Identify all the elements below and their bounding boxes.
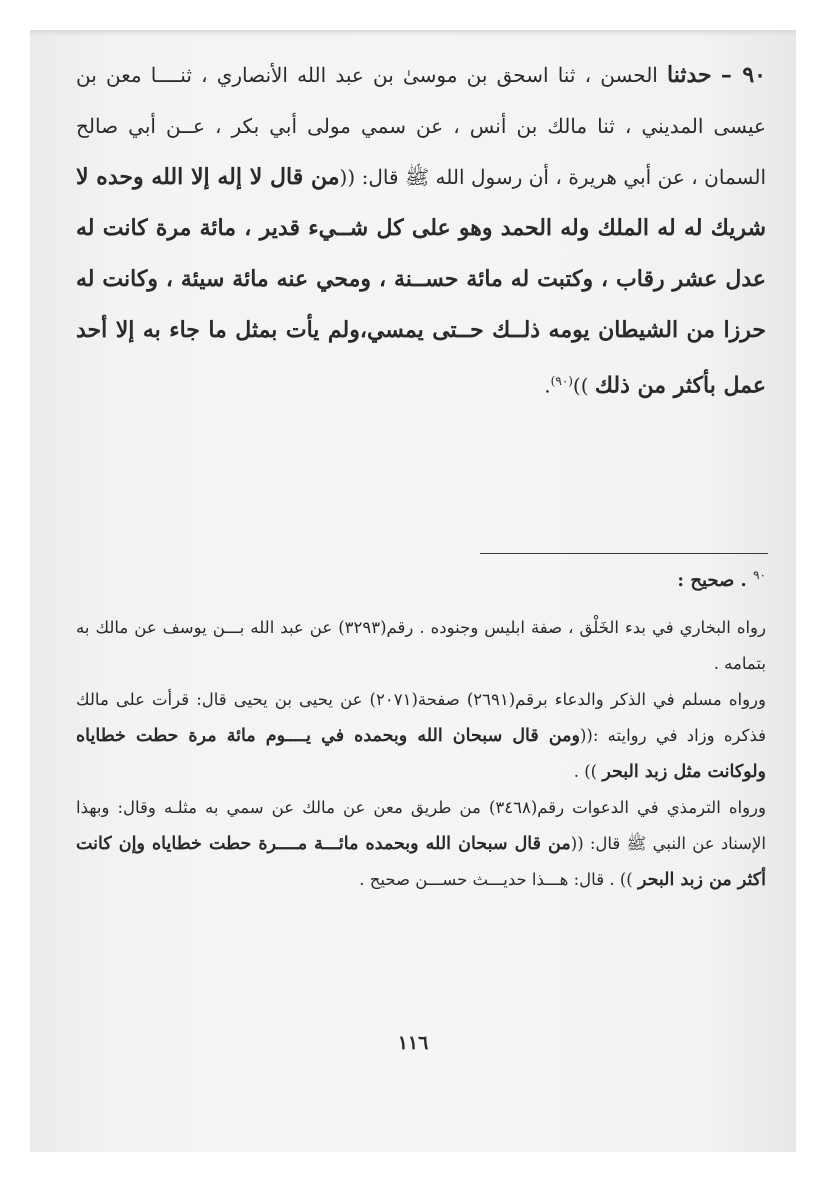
hadith-closing: )) [572, 373, 589, 398]
footnote-bukhari: رواه البخاري في بدء الخَلْق ، صفة ابليس وجنوده . رقم(٣٢٩٣) عن عبد الله بـــن يوسف عن مالك به بتمامه . [76, 618, 766, 673]
footnote-tirmidhi [76, 790, 766, 898]
footnote-body [76, 610, 766, 898]
hadith-end: . [544, 373, 551, 398]
footnote-muslim-quote: ومن قال سبحان الله وبحمده في يــــوم مائة مرة حطت خطاياه ولوكانت مثل زبد البحر [76, 726, 766, 782]
footnote-number: ٩٠ [753, 568, 766, 582]
hadith-matn: من قال لا إله إلا الله وحده لا شريك له له الملك وله الحمد وهو على كل شــيء قدير ، مائة مرة كانت له عدل عشر رقاب ، وكتبت له مائة حســنة ، ومحي عنه مائة سيئة ، وكانت له حرزا من الشيطان يومه ذلــك حــتى يمسي،ولم يأت بمثل ما جاء به إلا أحد عمل بأكثر من ذلك [76, 164, 766, 399]
footnote-grade: . صحيح : [677, 570, 747, 591]
hadith-number: ٩٠ – [720, 62, 766, 88]
page-number: ١١٦ [397, 1032, 429, 1054]
footnote-tirmidhi-end: )) . قال: هـــذا حديـــث حســـن صحيح . [359, 870, 633, 889]
hadith-chain: الحسن ، ثنا اسحق بن موسىٰ بن عبد الله الأنصاري ، ثنــــا معن بن عيسى المديني ، ثنا مالك بن أنس ، عن سمي مولى أبي بكر ، عــن أبي صالح السمان ، عن أبي هريرة ، أن رسول الله ﷺ قال: (( [76, 63, 767, 189]
footnote-divider [480, 553, 768, 554]
hadith-text [76, 50, 766, 412]
hadith-lead: حدثنا [667, 62, 712, 88]
footnote-tirmidhi-text: ورواه الترمذي في الدعوات رقم(٣٤٦٨) من طريق معن عن مالك عن سمي به مثلـه وقال: وبهذا الإسناد عن النبي ﷺ قال: (( [76, 798, 766, 853]
footnote-tirmidhi-quote: من قال سبحان الله وبحمده مائـــة مــــرة حطت خطاياه وإن كانت أكثر من زبد البحر [76, 834, 766, 890]
footnote-muslim-end: )) . [573, 762, 598, 781]
footnote-muslim-text: ورواه مسلم في الذكر والدعاء برقم(٢٦٩١) صفحة(٢٠٧١) عن يحيى بن يحيى قال: قرأت على مالك فذكره وزاد في روايته :(( [76, 690, 767, 745]
page-edge-shadow [30, 30, 796, 36]
footnote-ref-mark: (٩٠) [550, 374, 573, 388]
footnote-muslim [76, 682, 766, 790]
footnote-heading [677, 568, 766, 591]
